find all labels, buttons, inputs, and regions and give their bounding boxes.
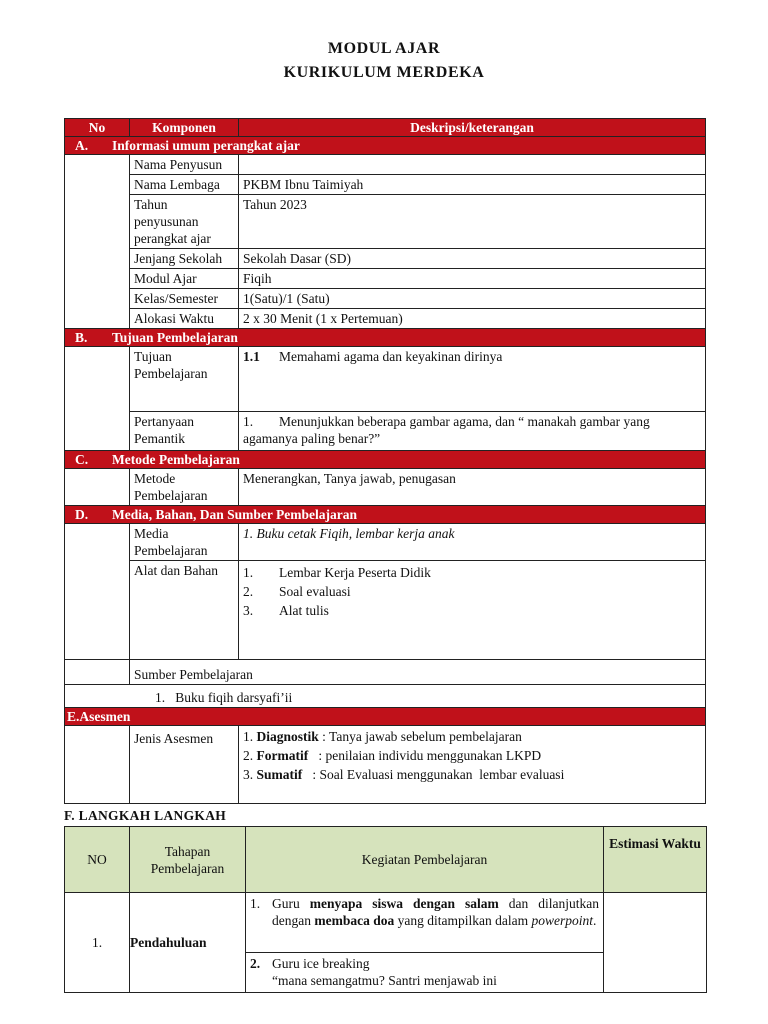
empty-cell <box>65 726 130 804</box>
table-row <box>65 289 706 309</box>
section-b-title: Tujuan Pembelajaran <box>112 330 238 345</box>
section-e-title: E.Asesmen <box>65 708 706 726</box>
value-alat-bahan <box>239 561 706 660</box>
table-row <box>65 269 706 289</box>
value-nama-lembaga: PKBM Ibnu Taimiyah <box>239 175 706 195</box>
asesmen-desc: : penilaian individu menggunakan LKPD <box>308 748 542 763</box>
kegiatan-number: 2. <box>250 956 261 971</box>
langkah-section-title: F. LANGKAH LANGKAH <box>64 808 227 823</box>
value-tujuan <box>239 347 706 412</box>
alat-text: Soal evaluasi <box>279 584 351 599</box>
pertanyaan-text: Menunjukkan beberapa gambar agama, dan “ manakah gambar yang agamanya paling benar?” <box>243 414 650 446</box>
table-row <box>65 469 706 506</box>
asesmen-number: 1. <box>243 729 254 744</box>
empty-cell <box>65 524 130 660</box>
label-tujuan: Tujuan Pembelajaran <box>130 347 239 412</box>
table-row <box>65 685 706 708</box>
asesmen-name: Diagnostik <box>256 729 319 744</box>
section-e-header <box>65 708 706 726</box>
alat-number: 1. <box>243 565 254 580</box>
table-row <box>65 561 706 660</box>
label-kelas: Kelas/Semester <box>130 289 239 309</box>
alat-number: 3. <box>243 603 254 618</box>
value-sumber: 1. Buku fiqih darsyafi’ii <box>65 685 706 708</box>
langkah-header-row <box>65 827 707 893</box>
label-modul: Modul Ajar <box>130 269 239 289</box>
section-a-letter: A. <box>75 138 89 153</box>
header-no: No <box>65 119 130 137</box>
section-d-title: Media, Bahan, Dan Sumber Pembelajaran <box>112 507 358 522</box>
list-item <box>243 766 701 783</box>
value-jenjang: Sekolah Dasar (SD) <box>239 249 706 269</box>
table-row <box>65 660 706 685</box>
table-row <box>65 195 706 249</box>
section-b-header <box>65 329 706 347</box>
asesmen-name: Formatif <box>256 748 309 763</box>
asesmen-number: 2. <box>243 748 254 763</box>
label-nama-lembaga: Nama Lembaga <box>130 175 239 195</box>
document-subtitle: KURIKULUM MERDEKA <box>283 64 485 81</box>
label-alokasi: Alokasi Waktu <box>130 309 239 329</box>
section-d-letter: D. <box>75 507 89 522</box>
value-modul: Fiqih <box>239 269 706 289</box>
value-pertanyaan <box>239 412 706 451</box>
table-row <box>65 249 706 269</box>
section-c-letter: C. <box>75 452 89 467</box>
header-tahapan: Tahapan Pembelajaran <box>130 827 246 893</box>
value-alokasi: 2 x 30 Menit (1 x Pertemuan) <box>239 309 706 329</box>
section-a-title: Informasi umum perangkat ajar <box>112 138 300 153</box>
step-estimasi <box>604 893 707 993</box>
table-row <box>65 309 706 329</box>
empty-cell <box>65 660 130 685</box>
label-tahun: Tahun penyusunan perangkat ajar <box>130 195 239 249</box>
tujuan-number: 1.1 <box>243 349 260 364</box>
step-no: 1. <box>65 893 130 993</box>
label-metode: Metode Pembelajaran <box>130 469 239 506</box>
value-media: 1. Buku cetak Fiqih, lembar kerja anak <box>239 524 706 561</box>
label-sumber: Sumber Pembelajaran <box>130 660 706 685</box>
list-item <box>243 581 701 600</box>
asesmen-number: 3. <box>243 767 254 782</box>
step-kegiatan-1: 1. Guru menyapa siswa dengan salam dan dilanjutkan dengan membaca doa yang ditampilkan dalam powerpoint. <box>246 893 604 953</box>
section-c-title: Metode Pembelajaran <box>112 452 240 467</box>
label-media: Media Pembelajaran <box>130 524 239 561</box>
step-tahapan: Pendahuluan <box>130 893 246 993</box>
alat-text: Alat tulis <box>279 603 329 618</box>
table-row <box>65 726 706 804</box>
value-kelas: 1(Satu)/1 (Satu) <box>239 289 706 309</box>
header-deskripsi: Deskripsi/keterangan <box>239 119 706 137</box>
value-jenis-asesmen <box>239 726 706 804</box>
alat-number: 2. <box>243 584 254 599</box>
asesmen-name: Sumatif <box>256 767 303 782</box>
empty-cell <box>65 155 130 329</box>
header-kegiatan: Kegiatan Pembelajaran <box>246 827 604 893</box>
table-row <box>65 347 706 412</box>
label-alat-bahan: Alat dan Bahan <box>130 561 239 660</box>
langkah-table <box>64 826 707 993</box>
table-row <box>65 175 706 195</box>
step-kegiatan-2: 2. Guru ice breaking “mana semangatmu? Santri menjawab ini <box>246 953 604 993</box>
list-item <box>243 600 701 619</box>
asesmen-desc: : Soal Evaluasi menggunakan lembar evaluasi <box>302 767 565 782</box>
table-row <box>65 155 706 175</box>
label-nama-penyusun: Nama Penyusun <box>130 155 239 175</box>
alat-text: Lembar Kerja Peserta Didik <box>279 565 431 580</box>
module-info-table <box>64 118 706 804</box>
empty-cell <box>65 469 130 506</box>
tujuan-text: Memahami agama dan keyakinan dirinya <box>279 349 503 364</box>
table-row <box>65 893 707 953</box>
table-header-row <box>65 119 706 137</box>
header-komponen: Komponen <box>130 119 239 137</box>
section-b-letter: B. <box>75 330 88 345</box>
list-item <box>243 728 701 747</box>
table-row <box>65 412 706 451</box>
label-pertanyaan: Pertanyaan Pemantik <box>130 412 239 451</box>
list-item <box>243 562 701 581</box>
label-jenis-asesmen: Jenis Asesmen <box>130 726 239 804</box>
header-estimasi: Estimasi Waktu <box>604 827 707 893</box>
section-c-header <box>65 451 706 469</box>
pertanyaan-number: 1. <box>243 414 254 429</box>
empty-cell <box>65 347 130 451</box>
table-row <box>65 524 706 561</box>
label-jenjang: Jenjang Sekolah <box>130 249 239 269</box>
header-no: NO <box>65 827 130 893</box>
kegiatan-number: 1. <box>250 896 261 911</box>
list-item <box>243 747 701 766</box>
document-title: MODUL AJAR <box>327 40 441 57</box>
section-a-header <box>65 137 706 155</box>
value-nama-penyusun <box>239 155 706 175</box>
asesmen-desc: : Tanya jawab sebelum pembelajaran <box>318 729 522 744</box>
value-tahun: Tahun 2023 <box>239 195 706 249</box>
section-d-header <box>65 506 706 524</box>
value-metode: Menerangkan, Tanya jawab, penugasan <box>239 469 706 506</box>
